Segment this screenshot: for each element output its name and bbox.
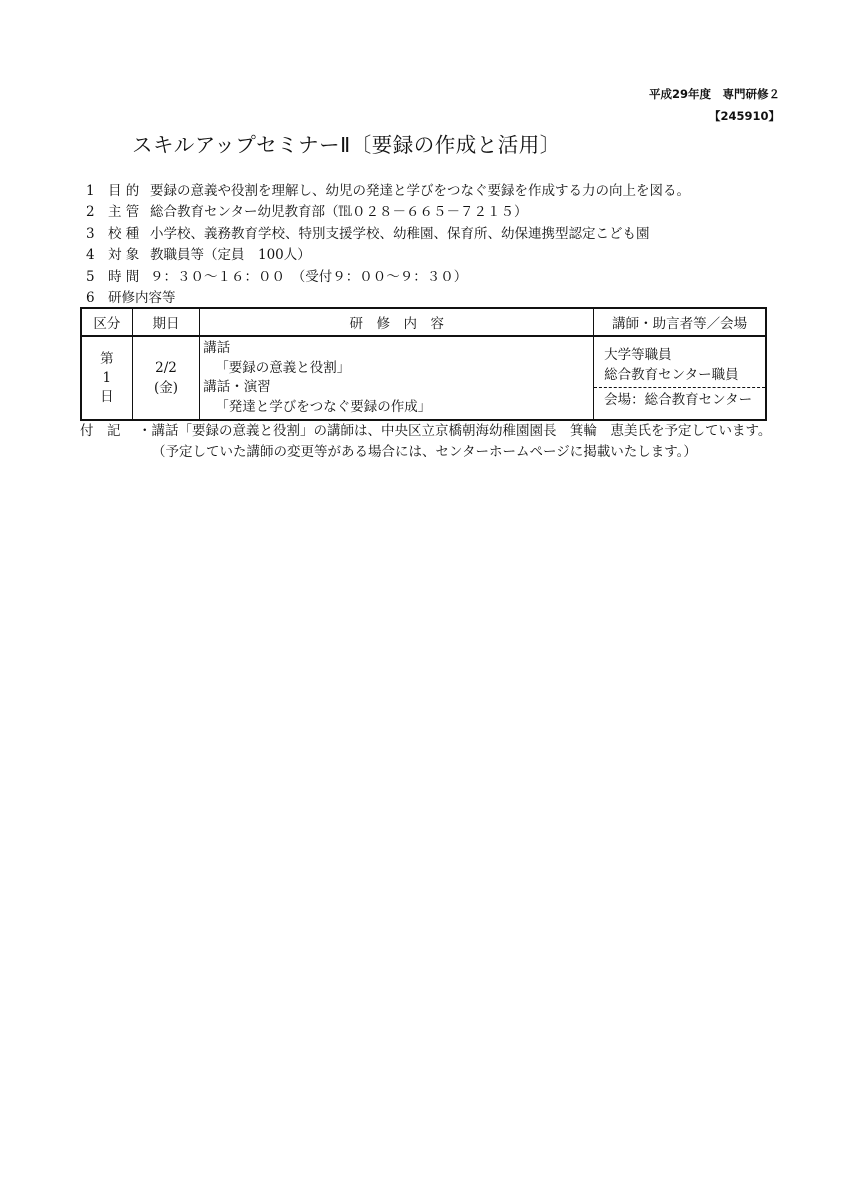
- outline-item-purpose: [86, 181, 786, 202]
- header-kousi: 講師・助言者等／会場: [594, 308, 766, 336]
- outline-label: 主 管: [108, 204, 140, 221]
- document-meta: [649, 83, 780, 127]
- page-title: スキルアップセミナーⅡ〔要録の作成と活用〕: [132, 133, 561, 157]
- lecturer-name: 総合教育センター職員: [604, 367, 739, 383]
- day-char: 1: [102, 369, 112, 386]
- outline-text: 小学校、義務教育学校、特別支援学校、幼稚園、保育所、幼保連携型認定こども園: [150, 225, 650, 242]
- outline-text: 総合教育センター幼児教育部（℡０２８－６６５－７２１５）: [150, 204, 528, 221]
- outline-label: 目 的: [108, 183, 140, 199]
- weekday-value: (金): [153, 380, 178, 396]
- outline-number: 5: [86, 268, 95, 285]
- outline-item-school-types: [86, 224, 786, 245]
- outline-number: 4: [86, 247, 95, 264]
- outline-number: 6: [86, 289, 95, 306]
- day-char: 第: [100, 350, 114, 367]
- outline-text: ９：３０～１６：００ （受付９：００～９：３０）: [150, 268, 468, 285]
- content-line: 「要録の意義と役割」: [215, 359, 351, 376]
- lecturers-cell: [594, 336, 766, 420]
- outline-text: 研修内容等: [108, 289, 176, 306]
- content-line: 講話: [203, 340, 231, 356]
- outline-item-time: [86, 267, 786, 288]
- schedule-table: [80, 307, 767, 421]
- header-kubun: 区分: [81, 308, 132, 336]
- course-code: 【245910】: [708, 109, 780, 123]
- outline-label: 校 種: [108, 225, 140, 242]
- day-cell: [81, 336, 132, 420]
- content-line: 「発達と学びをつなぐ要録の作成」: [215, 398, 432, 415]
- note-label: 付 記: [80, 423, 121, 439]
- note-line: [80, 421, 780, 442]
- header-kijitsu: 期日: [132, 308, 200, 336]
- outline-text: 要録の意義や役割を理解し、幼児の発達と学びをつなぐ要録を作成する力の向上を図る。: [150, 183, 690, 199]
- date-value: 2/2: [155, 360, 177, 376]
- table-header-row: [81, 308, 766, 336]
- day-char: 日: [100, 388, 114, 405]
- outline-label: 対 象: [108, 247, 140, 264]
- outline-number: 2: [86, 204, 95, 221]
- fiscal-year-course: 平成29年度 専門研修２: [648, 87, 780, 101]
- notes: [80, 421, 780, 463]
- note-text: ・講話「要録の意義と役割」の講師は、中央区立京橋朝海幼稚園園長 箕輪 恵美氏を予定しています。: [138, 423, 772, 439]
- outline-label: 時 間: [108, 268, 140, 285]
- lecturer-name: 大学等職員: [604, 347, 672, 363]
- content-line: 講話・演習: [203, 379, 271, 395]
- outline-item-target: [86, 245, 786, 266]
- outline-item-organizer: [86, 202, 786, 223]
- outline-text: 教職員等（定員 100人）: [150, 247, 311, 264]
- course-outline: [86, 181, 786, 309]
- outline-number: 1: [86, 183, 95, 199]
- venue-label: 会場：総合教育センター: [604, 392, 753, 408]
- content-cell: [200, 336, 594, 420]
- header-naiyou: 研 修 内 容: [200, 308, 594, 336]
- note-subtext: （予定していた講師の変更等がある場合には、センターホームページに掲載いたします。）: [152, 444, 697, 460]
- lecturer-list: [594, 337, 765, 388]
- date-cell: [132, 336, 200, 420]
- outline-number: 3: [86, 225, 95, 242]
- table-row: [81, 336, 766, 420]
